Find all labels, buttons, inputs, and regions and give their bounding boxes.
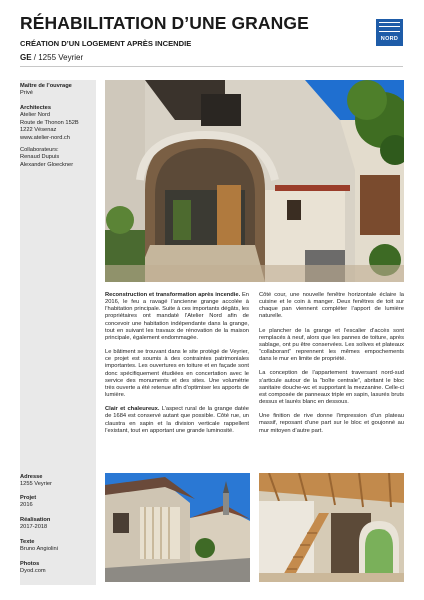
photo-credit-block: [20, 561, 96, 576]
archway-illustration: [105, 80, 404, 282]
text-credit-value: Bruno Angiolini: [20, 546, 58, 553]
paragraph: Une finition de rive donne l’impression d’un plateau massif, reposant d’une part sur le bloc et goujonné au mur mitoyen d’autre part.: [259, 413, 404, 434]
paragraph: [105, 292, 249, 342]
photo-credit-label: Photos: [20, 561, 40, 567]
address-block: [20, 474, 96, 489]
text-credit-label: Texte: [20, 539, 35, 545]
project-year-value: 2016: [20, 502, 33, 509]
page-subtitle: CRÉATION D’UN LOGEMENT APRÈS INCENDIE: [20, 39, 192, 48]
main-photo-archway: [105, 80, 404, 282]
paragraph: Côté cour, une nouvelle fenêtre horizontale éclaire la cuisine et le coin à manger. Deux fenêtres de toit sur chaque pan viennent compléter l’apport de lumière naturelle.: [259, 292, 404, 320]
header-divider: [20, 66, 403, 67]
architects-label: Architectes: [20, 105, 51, 111]
architects-line: Atelier Nord: [20, 112, 51, 119]
photo-interior-stair: [259, 473, 404, 582]
locality: / 1255 Veyrier: [31, 53, 84, 62]
page-title: RÉHABILITATION D’UNE GRANGE: [20, 13, 309, 33]
text-column-left: [105, 292, 249, 442]
paragraph-lead: Clair et chaleureux.: [105, 406, 160, 413]
owner-value: Privé: [20, 90, 33, 97]
completion-value: 2017-2018: [20, 524, 48, 531]
owner-label: Maître de l’ouvrage: [20, 83, 72, 89]
photo-credit-value: Dyod.com: [20, 568, 46, 575]
logo-text: NORD: [380, 36, 399, 42]
owner-block: [20, 83, 96, 98]
paragraph-text: En 2016, le feu a ravagé l’ancienne grange accolée à l’habitation principale. Suite à ces importants dégâts, les propriétaires ont mandaté l’Atelier Nord afin de concevoir une habitation indépendante dans la grange, tout en suivant les travaux de rénovation de la maison principale, également endommagée.: [105, 292, 250, 341]
project-location: [20, 53, 83, 62]
street-illustration: [105, 473, 250, 582]
text-credit-block: [20, 539, 96, 554]
address-value: 1255 Veyrier: [20, 481, 52, 488]
architects-website: www.atelier-nord.ch: [20, 134, 70, 141]
paragraph-lead: Reconstruction et transformation après incendie.: [105, 292, 241, 298]
collaborator-name: Renaud Dupuis: [20, 154, 60, 161]
collaborators-label: Collaborateurs:: [20, 147, 59, 154]
project-year-label: Projet: [20, 495, 37, 501]
canton-code: GE: [20, 53, 32, 62]
paragraph: Le bâtiment se trouvant dans le site protégé de Veyrier, ce projet est soumis à des contraintes patrimoniales importantes. Les ouvertures en toiture et en façade sont donc spécifiquement étudiées en concertation avec le service des monuments et des sites. Une volumétrie très ouverte a été retenue afin d’optimiser les apports de lumière.: [105, 349, 249, 399]
atelier-nord-logo: [376, 19, 403, 46]
paragraph: La conception de l’appartement traversant nord-sud s’articule autour de la “boîte centrale”, abritant le bloc sanitaire douche-wc et supportant la mezzanine. Celle-ci est composée de panneaux triple en sapin, lasurés bruts dessus et laurés blanc en dessous.: [259, 370, 404, 406]
interior-illustration: [259, 473, 404, 582]
address-label: Adresse: [20, 474, 43, 480]
text-column-right: [259, 292, 404, 442]
architects-block: [20, 105, 96, 169]
photo-street-view: [105, 473, 250, 582]
architects-line: 1222 Vésenaz: [20, 127, 57, 134]
collaborator-name: Alexander Gloeckner: [20, 161, 74, 168]
paragraph: Le plancher de la grange et l’escalier d’accès sont remplacés à neuf, alors que les pannes de toiture, après sablage, ont pu être conservées. Les solives et plateaux “collaborant” reprennent les mêmes empochements dans le mur en limite de propriété.: [259, 327, 404, 363]
logo-stripes: [379, 22, 400, 32]
project-year-block: [20, 495, 96, 510]
completion-label: Réalisation: [20, 517, 51, 523]
paragraph-text: L’aspect rural de la grange datée de 1684 est conservé autant que possible. Côté rue, un claustra en sapin et la division verticale rappellent l’existant, tout en apportant une grande luminosité.: [105, 406, 249, 434]
paragraph: [105, 406, 249, 435]
completion-block: [20, 517, 96, 532]
architects-line: Route de Thonon 152B: [20, 119, 79, 126]
